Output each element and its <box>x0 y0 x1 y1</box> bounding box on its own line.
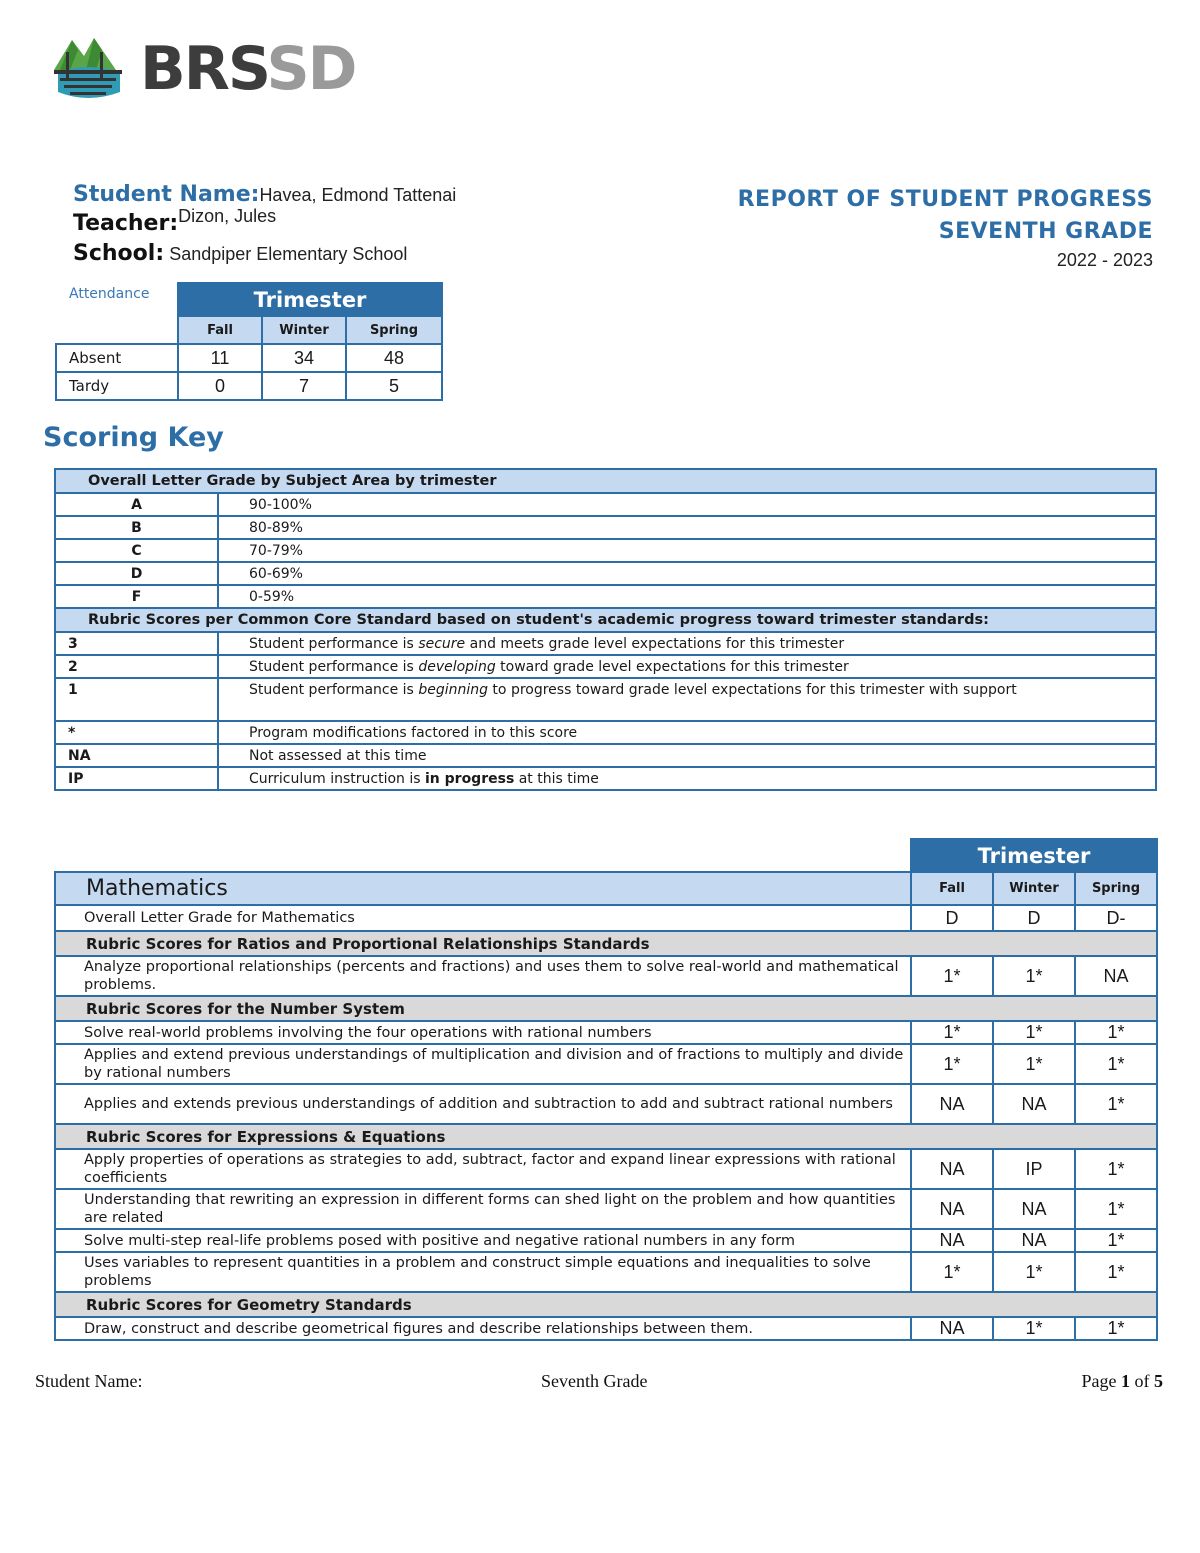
standard-row <box>55 956 1157 996</box>
rubric-text: Student performance is <box>249 635 419 652</box>
score-cell: 1* <box>1075 1149 1157 1189</box>
attendance-cell: 5 <box>346 372 442 400</box>
score-cell: 1* <box>911 956 993 996</box>
rubric-code: 1 <box>55 678 218 721</box>
teacher-line <box>73 206 277 236</box>
footer-page-total: 5 <box>1154 1371 1163 1391</box>
school-name-value: Sandpiper Elementary School <box>169 244 408 264</box>
score-cell: NA <box>911 1317 993 1340</box>
standard-row <box>55 1084 1157 1124</box>
teacher-name-value: Dizon, Jules <box>178 206 277 226</box>
score-cell: D- <box>1075 905 1157 931</box>
footer-page-current: 1 <box>1121 1371 1130 1391</box>
rubric-text: toward grade level expectations for this trimester <box>495 658 849 675</box>
math-term-spring: Spring <box>1075 872 1157 905</box>
letter-grade-row <box>55 493 1156 516</box>
letter-grade-range: 90-100% <box>218 493 1156 516</box>
score-cell: 1* <box>993 1252 1075 1292</box>
standard-row <box>55 1044 1157 1084</box>
report-title <box>738 184 1153 248</box>
letter-grade: F <box>55 585 218 608</box>
letter-grade-range: 0-59% <box>218 585 1156 608</box>
attendance-row-absent <box>56 344 442 372</box>
rubric-header: Rubric Scores per Common Core Standard based on student's academic progress toward trimester standards: <box>55 608 1156 632</box>
rubric-row <box>55 678 1156 721</box>
attendance-row-label: Absent <box>56 344 178 372</box>
score-cell: 1* <box>911 1021 993 1044</box>
letter-grade: B <box>55 516 218 539</box>
standard-row <box>55 1189 1157 1229</box>
math-term-fall: Fall <box>911 872 993 905</box>
rubric-description <box>218 655 1156 678</box>
teacher-label: Teacher: <box>73 211 179 236</box>
report-title-line: REPORT OF STUDENT PROGRESS <box>737 187 1153 212</box>
rubric-code: * <box>55 721 218 744</box>
standard-text: Applies and extends previous understandings of addition and subtraction to add and subtract rational numbers <box>55 1084 911 1124</box>
school-line <box>73 241 407 266</box>
score-cell: NA <box>993 1229 1075 1252</box>
logo-text-light: SD <box>266 34 356 104</box>
standard-row <box>55 1149 1157 1189</box>
letter-grade-range: 70-79% <box>218 539 1156 562</box>
attendance-term-fall: Fall <box>178 316 262 344</box>
rubric-bold: in progress <box>425 770 515 787</box>
scoring-key-table <box>54 468 1157 791</box>
standard-text: Draw, construct and describe geometrical figures and describe relationships between them. <box>55 1317 911 1340</box>
rubric-description: Not assessed at this time <box>218 744 1156 767</box>
rubric-row <box>55 744 1156 767</box>
rubric-description <box>218 632 1156 655</box>
score-cell: 1* <box>993 956 1075 996</box>
standard-text: Uses variables to represent quantities in a problem and construct simple equations and inequalities to solve problems <box>55 1252 911 1292</box>
rubric-text: and meets grade level expectations for this trimester <box>465 635 845 652</box>
grade-title: SEVENTH GRADE <box>938 219 1153 244</box>
section-header: Rubric Scores for Geometry Standards <box>55 1292 1157 1317</box>
footer-of-label: of <box>1134 1371 1150 1391</box>
logo-wordmark <box>140 34 355 104</box>
letter-grade-header: Overall Letter Grade by Subject Area by trimester <box>55 469 1156 493</box>
student-name-label: Student Name: <box>73 182 260 207</box>
score-cell: 1* <box>1075 1229 1157 1252</box>
rubric-description: Program modifications factored in to this score <box>218 721 1156 744</box>
rubric-code: IP <box>55 767 218 790</box>
letter-grade: C <box>55 539 218 562</box>
score-cell: 1* <box>1075 1317 1157 1340</box>
mathematics-table <box>54 838 1158 1341</box>
overall-grade-label: Overall Letter Grade for Mathematics <box>55 905 911 931</box>
attendance-row-label: Tardy <box>56 372 178 400</box>
score-cell: 1* <box>993 1044 1075 1084</box>
math-trimester-header: Trimester <box>911 839 1157 872</box>
letter-grade: D <box>55 562 218 585</box>
attendance-label: Attendance <box>69 286 150 302</box>
rubric-code: 3 <box>55 632 218 655</box>
standard-row <box>55 1229 1157 1252</box>
standard-text: Solve multi-step real-life problems posed with positive and negative rational numbers in any form <box>55 1229 911 1252</box>
mountain-lake-icon <box>50 32 130 104</box>
score-cell: NA <box>911 1189 993 1229</box>
attendance-cell: 0 <box>178 372 262 400</box>
standard-text: Applies and extend previous understandings of multiplication and division and of fractions to multiply and divide by rational numbers <box>55 1044 911 1084</box>
attendance-trimester-header: Trimester <box>178 283 442 316</box>
score-cell: 1* <box>911 1252 993 1292</box>
rubric-code: 2 <box>55 655 218 678</box>
rubric-description <box>218 678 1156 721</box>
school-year: 2022 - 2023 <box>1056 250 1153 270</box>
rubric-row <box>55 767 1156 790</box>
student-name-value: Havea, Edmond Tattenai <box>259 185 457 205</box>
rubric-text: Curriculum instruction is <box>249 770 425 787</box>
standard-row <box>55 1021 1157 1044</box>
rubric-text: at this time <box>514 770 599 787</box>
standard-row <box>55 1317 1157 1340</box>
score-cell: D <box>911 905 993 931</box>
math-term-winter: Winter <box>993 872 1075 905</box>
score-cell: 1* <box>993 1317 1075 1340</box>
score-cell: NA <box>993 1084 1075 1124</box>
attendance-table <box>55 282 443 401</box>
section-header: Rubric Scores for the Number System <box>55 996 1157 1021</box>
rubric-row <box>55 721 1156 744</box>
attendance-term-winter: Winter <box>262 316 346 344</box>
score-cell: 1* <box>1075 1021 1157 1044</box>
rubric-row <box>55 632 1156 655</box>
letter-grade-row <box>55 562 1156 585</box>
letter-grade-row <box>55 516 1156 539</box>
rubric-text: to progress toward grade level expectations for this trimester with support <box>487 682 1017 698</box>
scoring-key-title: Scoring Key <box>43 422 224 453</box>
rubric-row <box>55 655 1156 678</box>
rubric-code: NA <box>55 744 218 767</box>
score-cell: D <box>993 905 1075 931</box>
rubric-emphasis: developing <box>418 658 496 675</box>
brssd-logo <box>50 30 360 110</box>
score-cell: NA <box>993 1189 1075 1229</box>
attendance-term-spring: Spring <box>346 316 442 344</box>
score-cell: 1* <box>993 1021 1075 1044</box>
score-cell: 1* <box>911 1044 993 1084</box>
letter-grade-row <box>55 539 1156 562</box>
standard-text: Solve real-world problems involving the four operations with rational numbers <box>55 1021 911 1044</box>
attendance-row-tardy <box>56 372 442 400</box>
score-cell: IP <box>993 1149 1075 1189</box>
rubric-text: Student performance is <box>249 658 419 675</box>
attendance-cell: 34 <box>262 344 346 372</box>
footer-page-label: Page <box>1081 1371 1117 1391</box>
score-cell: NA <box>911 1149 993 1189</box>
letter-grade-range: 60-69% <box>218 562 1156 585</box>
standard-text: Apply properties of operations as strategies to add, subtract, factor and expand linear expressions with rational coefficients <box>55 1149 911 1189</box>
score-cell: 1* <box>1075 1189 1157 1229</box>
score-cell: 1* <box>1075 1044 1157 1084</box>
letter-grade: A <box>55 493 218 516</box>
score-cell: 1* <box>1075 1084 1157 1124</box>
score-cell: 1* <box>1075 1252 1157 1292</box>
subject-title: Mathematics <box>55 872 911 905</box>
rubric-text: Student performance is <box>249 682 419 698</box>
footer-student-name: Student Name: <box>35 1371 143 1391</box>
logo-text-dark: BRS <box>140 34 267 104</box>
standard-text: Understanding that rewriting an expression in different forms can shed light on the problem and how quantities are related <box>55 1189 911 1229</box>
letter-grade-row <box>55 585 1156 608</box>
overall-grade-row <box>55 905 1157 931</box>
standard-row <box>55 1252 1157 1292</box>
section-header: Rubric Scores for Expressions & Equations <box>55 1124 1157 1149</box>
footer-grade: Seventh Grade <box>541 1371 648 1391</box>
rubric-description <box>218 767 1156 790</box>
student-name-line <box>73 182 456 207</box>
section-header: Rubric Scores for Ratios and Proportional Relationships Standards <box>55 931 1157 956</box>
rubric-emphasis: beginning <box>418 682 488 698</box>
rubric-emphasis: secure <box>418 635 466 652</box>
score-cell: NA <box>911 1084 993 1124</box>
score-cell: NA <box>1075 956 1157 996</box>
standard-text: Analyze proportional relationships (percents and fractions) and uses them to solve real-world and mathematical problems. <box>55 956 911 996</box>
attendance-cell: 11 <box>178 344 262 372</box>
footer-page-number <box>1082 1371 1164 1392</box>
letter-grade-range: 80-89% <box>218 516 1156 539</box>
school-label: School: <box>73 241 165 266</box>
score-cell: NA <box>911 1229 993 1252</box>
attendance-cell: 7 <box>262 372 346 400</box>
attendance-cell: 48 <box>346 344 442 372</box>
